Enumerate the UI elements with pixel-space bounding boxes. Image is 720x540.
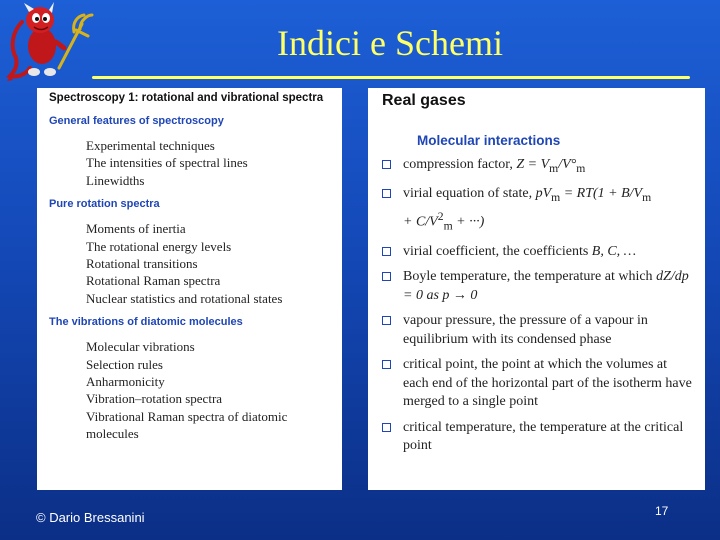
key-point	[382, 268, 695, 305]
key-point-text: critical temperature, the temperature at the critical point	[403, 419, 684, 454]
formula-subscript: m	[549, 161, 559, 175]
checkbox-icon	[382, 360, 391, 369]
key-point-text: compression factor,	[403, 157, 517, 172]
section-heading: General features of spectroscopy	[49, 115, 224, 127]
section-item: The intensities of spectral lines	[86, 155, 248, 171]
key-point	[382, 312, 695, 349]
formula: B, C, …	[591, 243, 637, 259]
formula-superscript: 2	[437, 209, 444, 223]
title-underline	[92, 76, 690, 79]
formula: = RT(1 + B/V	[560, 186, 643, 202]
formula-subscript: m	[551, 191, 561, 205]
section-item: Anharmonicity	[86, 374, 165, 390]
section-item: Vibrational Raman spectra of diatomic molecules	[86, 408, 288, 442]
real-gases-panel	[368, 88, 705, 490]
key-point-text: virial equation of state,	[403, 186, 536, 202]
formula: /V°	[558, 157, 577, 172]
section-item: Nuclear statistics and rotational states	[86, 290, 283, 306]
section-item: Moments of inertia	[86, 221, 186, 237]
key-point	[382, 356, 695, 412]
section-item: The rotational energy levels	[86, 238, 232, 254]
spectroscopy-contents-panel	[37, 88, 342, 490]
panel-subheading: Molecular interactions	[417, 133, 561, 148]
formula: Z = V	[516, 157, 550, 172]
checkbox-icon	[382, 189, 391, 198]
section-item: Rotational transitions	[86, 256, 198, 272]
page-number: 17	[655, 504, 669, 518]
section-items	[49, 338, 332, 442]
chapter-title: Spectroscopy 1: rotational and vibrational spectra	[49, 92, 324, 104]
key-point	[382, 156, 695, 178]
formula-subscript: m	[443, 219, 453, 233]
key-point-text: Boyle temperature, the temperature at which	[403, 269, 657, 285]
checkbox-icon	[382, 423, 391, 432]
formula: dZ/dp = 0 as p → 0	[403, 269, 689, 303]
formula: pV	[535, 186, 552, 202]
key-point	[382, 243, 695, 262]
formula-subscript: m	[576, 161, 586, 175]
section-items	[49, 137, 332, 189]
formula-subscript: m	[642, 191, 652, 205]
section-item: Linewidths	[86, 172, 145, 188]
key-point	[382, 185, 695, 235]
devil-mascot-logo	[4, 2, 94, 84]
section-item: Experimental techniques	[86, 138, 215, 153]
key-point-text: virial coefficient, the coefficients	[403, 243, 592, 259]
key-point	[382, 419, 695, 456]
section-item: Rotational Raman spectra	[86, 273, 221, 289]
formula: + ···)	[452, 214, 485, 230]
checkbox-icon	[382, 272, 391, 281]
section-heading: Pure rotation spectra	[49, 198, 160, 211]
checkbox-icon	[382, 160, 391, 169]
checkbox-icon	[382, 247, 391, 256]
section-items	[49, 220, 332, 307]
slide-title: Indici e Schemi	[277, 23, 503, 63]
section-item: Selection rules	[86, 356, 163, 372]
formula: + C/V	[403, 214, 438, 230]
key-points-list	[382, 156, 695, 456]
checkbox-icon	[382, 316, 391, 325]
author-credit: © Dario Bressanini	[36, 510, 145, 525]
key-point-text: critical point, the point at which the volumes at each end of the horizontal part of the isotherm have merged to a single point	[403, 357, 692, 410]
section-heading: The vibrations of diatomic molecules	[49, 316, 243, 329]
panel-title: Real gases	[382, 92, 466, 109]
section-item: Vibration–rotation spectra	[86, 391, 223, 407]
key-point-text: vapour pressure, the pressure of a vapour in equilibrium with its condensed phase	[403, 313, 648, 347]
section-item: Molecular vibrations	[86, 339, 195, 355]
